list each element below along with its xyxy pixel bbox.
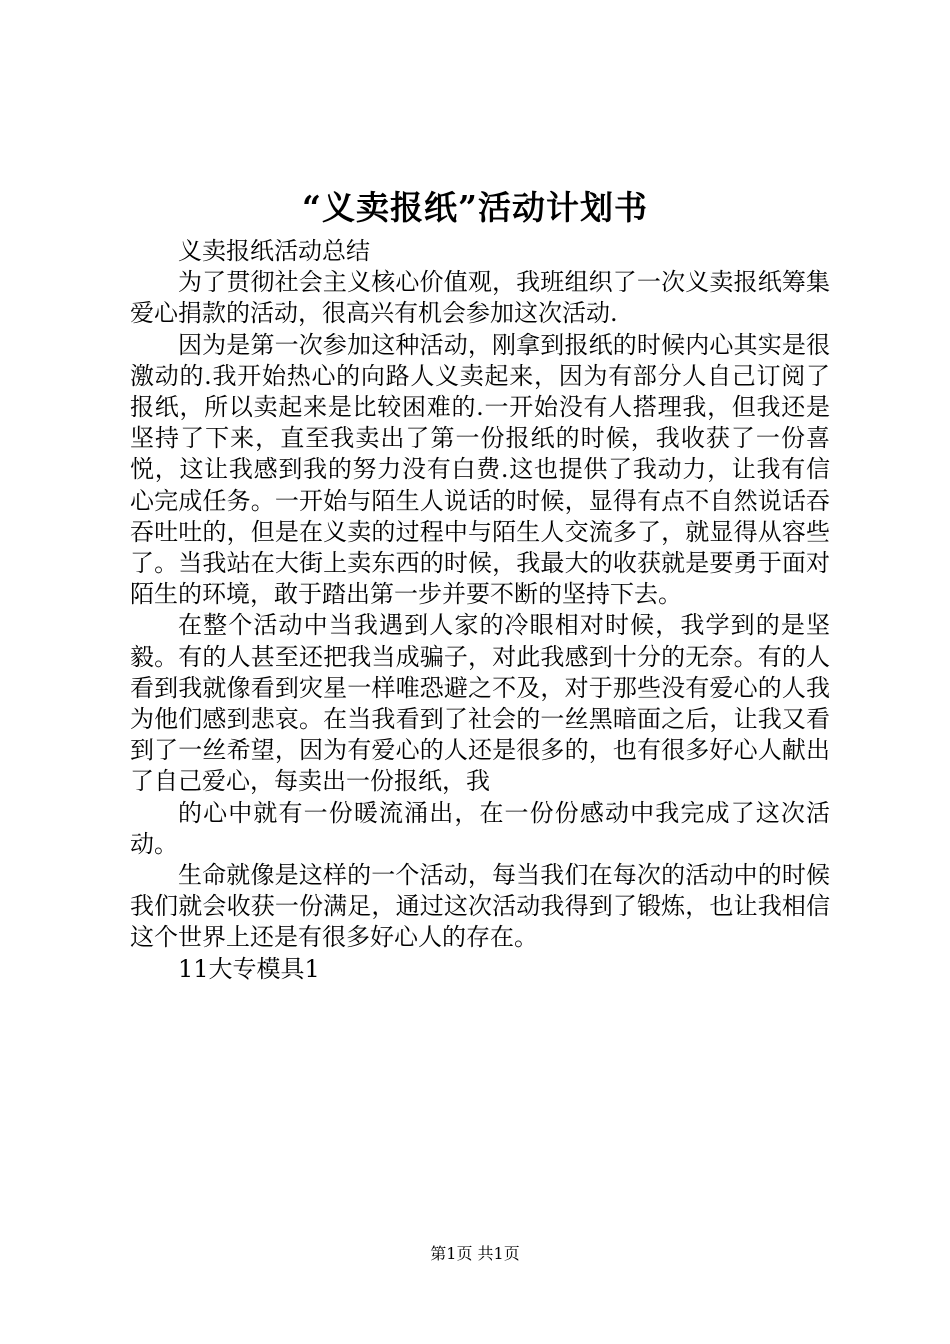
paragraph-first-experience: 因为是第一次参加这种活动，刚拿到报纸的时候内心其实是很激动的.我开始热心的向路人义卖起来，因为有部分人自己订阅了报纸，所以卖起来是比较困难的.一开始没有人搭理我，但我还是坚持了下来，直至我卖出了第一份报纸的时候，我收获了一份喜悦，这让我感到我的努力没有白费.这也提供了我动力，让我有信心完成任务。一开始与陌生人说话的时候，显得有点不自然说话吞吞吐吐的，但是在义卖的过程中与陌生人交流多了，就显得从容些了。当我站在大街上卖东西的时候，我最大的收获就是要勇于面对陌生的环境，敢于踏出第一步并要不断的坚持下去。 (130, 330, 830, 609)
paragraph-intro: 为了贯彻社会主义核心价值观，我班组织了一次义卖报纸筹集爱心捐款的活动，很高兴有机会参加这次活动. (130, 268, 830, 328)
paragraph-subtitle: 义卖报纸活动总结 (178, 237, 370, 265)
paragraph-conclusion: 生命就像是这样的一个活动，每当我们在每次的活动中的时候我们就会收获一份满足，通过这次活动我得到了锻炼，也让我相信这个世界上还是有很多好心人的存在。 (130, 861, 830, 952)
document-body (130, 236, 830, 985)
paragraph-perseverance: 在整个活动中当我遇到人家的冷眼相对时候，我学到的是坚毅。有的人甚至还把我当成骗子，对此我感到十分的无奈。有的人看到我就像看到灾星一样唯恐避之不及，对于那些没有爱心的人我为他们感到悲哀。在当我看到了社会的一丝黑暗面之后，让我又看到了一丝希望，因为有爱心的人还是很多的，也有很多好心人献出了自己爱心，每卖出一份报纸，我 (130, 611, 830, 796)
page-footer: 第1页 共1页 (430, 1244, 520, 1263)
paragraph-class-name: 11大专模具1 (178, 954, 320, 983)
document-title: “义卖报纸”活动计划书 (302, 188, 648, 227)
paragraph-warmth: 的心中就有一份暖流涌出，在一份份感动中我完成了这次活动。 (130, 798, 830, 858)
